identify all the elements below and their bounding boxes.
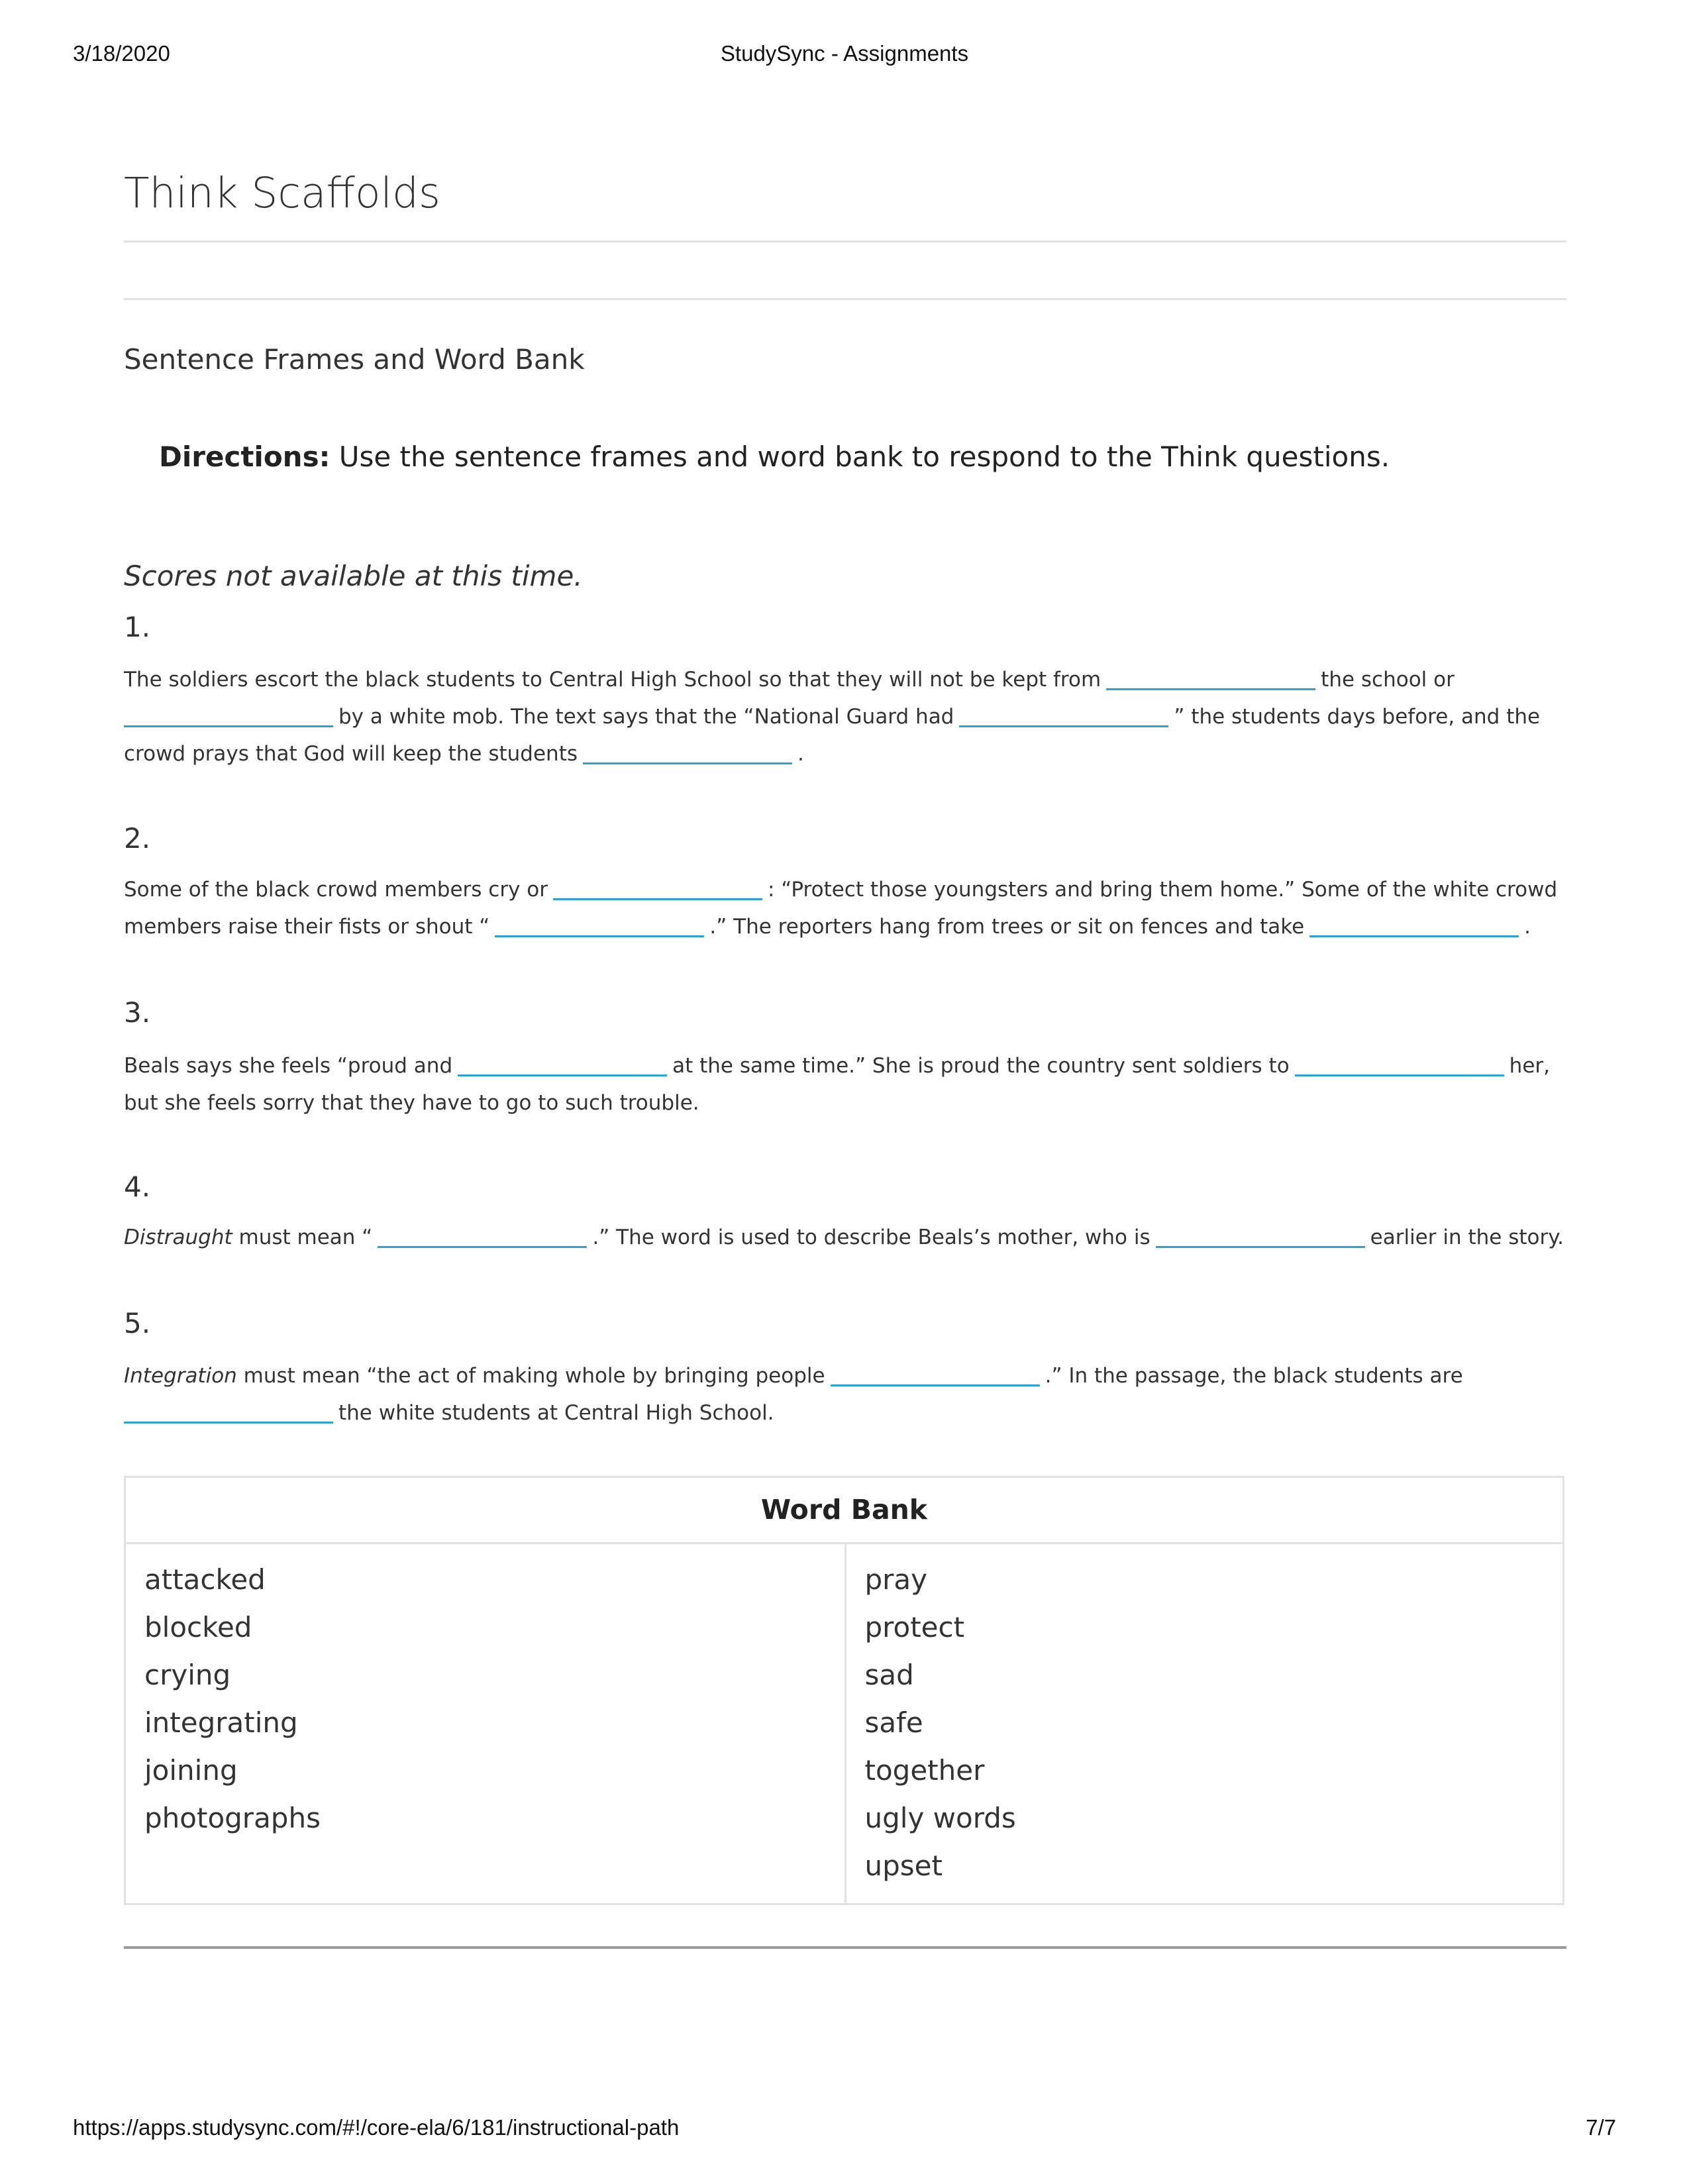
word-bank-word: sad [864,1659,914,1691]
question-4-frame [124,1219,1566,1256]
frame-text: : “Protect those youngsters and bring them home.” Some of the white crowd members raise their fists or shout “ [124,878,1558,939]
frame-text: Some of the black crowd members cry or [124,878,548,902]
vocab-term: Distraught [124,1225,232,1249]
word-bank-right-column [844,1544,1563,1903]
blank-input[interactable] [1156,1226,1365,1248]
blank-input[interactable] [1309,915,1519,937]
section-divider [124,298,1566,300]
vocab-term: Integration [124,1364,237,1388]
word-bank-body [126,1544,1562,1903]
frame-text: earlier in the story. [1370,1225,1564,1249]
directions [159,441,1390,473]
blank-input[interactable] [959,705,1168,727]
frame-text: must mean “the act of making whole by bringing people [236,1364,825,1388]
question-1-frame [124,661,1566,772]
frame-text: .” The word is used to describe Beals’s mother, who is [592,1225,1151,1249]
question-number: 3. [124,996,151,1029]
word-bank-word: crying [144,1659,231,1691]
frame-text: her, but she feels sorry that they have to go to such trouble. [124,1054,1550,1115]
print-page-title: StudySync - Assignments [720,41,969,66]
page-title: Think Scaffolds [124,169,440,217]
blank-input[interactable] [378,1226,587,1248]
print-url: https://apps.studysync.com/#!/core-ela/6/181/instructional-path [73,2115,680,2140]
scores-note: Scores not available at this time. [124,560,583,592]
blank-input[interactable] [124,1402,333,1424]
word-bank-word: safe [864,1706,923,1739]
word-bank-word: upset [864,1849,943,1882]
word-bank-word: ugly words [864,1802,1016,1834]
blank-input[interactable] [124,705,333,727]
word-bank-table [124,1476,1564,1905]
title-divider [124,240,1566,242]
frame-text: the school or [1321,668,1455,692]
word-bank-word: pray [864,1563,928,1596]
print-page-number: 7/7 [1586,2115,1616,2140]
question-number: 1. [124,611,151,643]
blank-input[interactable] [553,878,762,900]
frame-text: . [1524,915,1531,939]
word-bank-word: attacked [144,1563,266,1596]
question-number: 5. [124,1307,151,1339]
frame-text: ” the students days before, and the crowd prays that God will keep the students [124,705,1541,766]
question-number: 4. [124,1170,151,1203]
word-bank-word: together [864,1754,985,1787]
blank-input[interactable] [458,1055,667,1076]
frame-text: . [797,742,804,766]
question-5-frame [124,1357,1566,1431]
question-3-frame [124,1047,1566,1121]
blank-input[interactable] [831,1365,1040,1386]
frame-text: .” In the passage, the black students are [1045,1364,1463,1388]
frame-text: The soldiers escort the black students to Central High School so that they will not be kept from [124,668,1101,692]
print-date: 3/18/2020 [73,41,170,66]
bottom-divider [124,1946,1566,1949]
frame-text: .” The reporters hang from trees or sit on fences and take [709,915,1305,939]
word-bank-word: photographs [144,1802,321,1834]
frame-text: by a white mob. The text says that the “National Guard had [338,705,954,729]
frame-text: Beals says she feels “proud and [124,1054,453,1078]
word-bank-word: joining [144,1754,238,1787]
frame-text: must mean “ [232,1225,373,1249]
word-bank-left-column [126,1544,844,1903]
word-bank-word: integrating [144,1706,298,1739]
section-title: Sentence Frames and Word Bank [124,343,585,376]
directions-text: Use the sentence frames and word bank to respond to the Think questions. [330,441,1390,473]
blank-input[interactable] [1106,668,1315,690]
blank-input[interactable] [1295,1055,1504,1076]
question-number: 2. [124,822,151,855]
directions-label: Directions: [159,441,331,473]
frame-text: the white students at Central High School. [338,1401,774,1425]
word-bank-word: protect [864,1611,965,1643]
word-bank-title: Word Bank [126,1478,1562,1544]
blank-input[interactable] [583,743,792,764]
frame-text: at the same time.” She is proud the country sent soldiers to [672,1054,1290,1078]
question-2-frame [124,871,1566,945]
blank-input[interactable] [495,915,704,937]
word-bank-word: blocked [144,1611,252,1643]
